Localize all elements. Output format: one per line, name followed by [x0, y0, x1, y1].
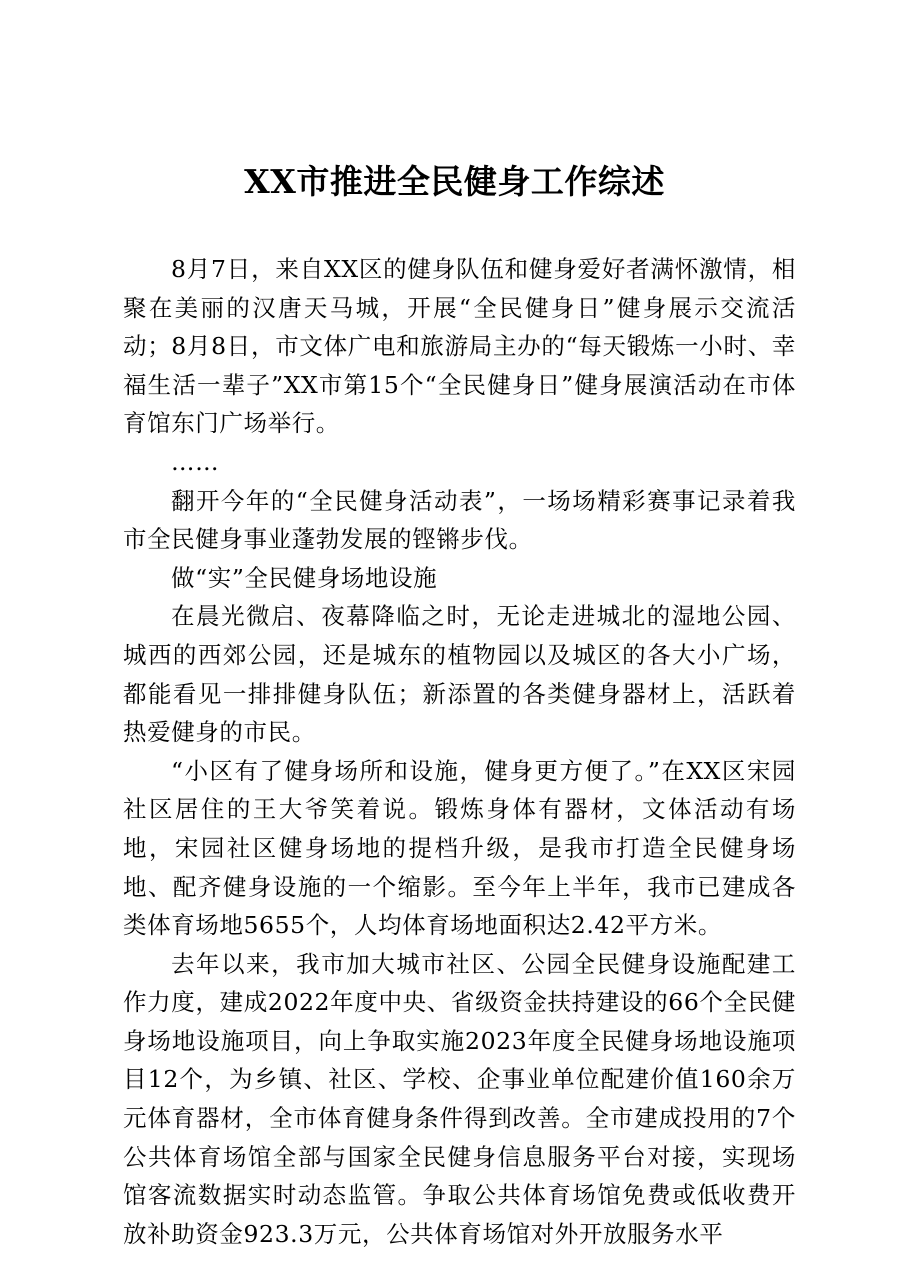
paragraph-activity-table: 翻开今年的“全民健身活动表”，一场场精彩赛事记录着我市全民健身事业蓬勃发展的铿锵步伐。: [123, 486, 796, 554]
document-body: [123, 250, 796, 1253]
paragraph-ellipsis: ……: [171, 447, 220, 476]
section-heading: 做“实”全民健身场地设施: [171, 563, 438, 592]
paragraph-morning-scene: 在晨光微启、夜幕降临之时，无论走进城北的湿地公园、城西的西郊公园，还是城东的植物园以及城区的各大小广场，都能看见一排排健身队伍；新添置的各类健身器材上，活跃着热爱健身的市民。: [123, 602, 796, 747]
paragraph-facility-progress: 去年以来，我市加大城市社区、公园全民健身设施配建工作力度，建成2022年度中央、省级资金扶持建设的66个全民健身场地设施项目，向上争取实施2023年度全民健身场地设施项目12个，为乡镇、社区、学校、企事业单位配建价值160余万元体育器材，全市体育健身条件得到改善。全市建成投用的7个公共体育场馆全部与国家全民健身信息服务平台对接，实现场馆客流数据实时动态监管。争取公共体育场馆免费或低收费开放补助资金923.3万元，公共体育场馆对外开放服务水平: [123, 949, 796, 1248]
document-title: XX市推进全民健身工作综述: [244, 162, 665, 201]
paragraph-community-quote: “小区有了健身场所和设施，健身更方便了。”在XX区宋园社区居住的王大爷笑着说。锻炼身体有器材，文体活动有场地，宋园社区健身场地的提档升级，是我市打造全民健身场地、配齐健身设施的一个缩影。至今年上半年，我市已建成各类体育场地5655个，人均体育场地面积达2.42平方米。: [123, 756, 796, 940]
paragraph-opening: 8月7日，来自XX区的健身队伍和健身爱好者满怀激情，相聚在美丽的汉唐天马城，开展“全民健身日”健身展示交流活动；8月8日，市文体广电和旅游局主办的“每天锻炼一小时、幸福生活一辈子”XX市第15个“全民健身日”健身展演活动在市体育馆东门广场举行。: [123, 255, 796, 438]
